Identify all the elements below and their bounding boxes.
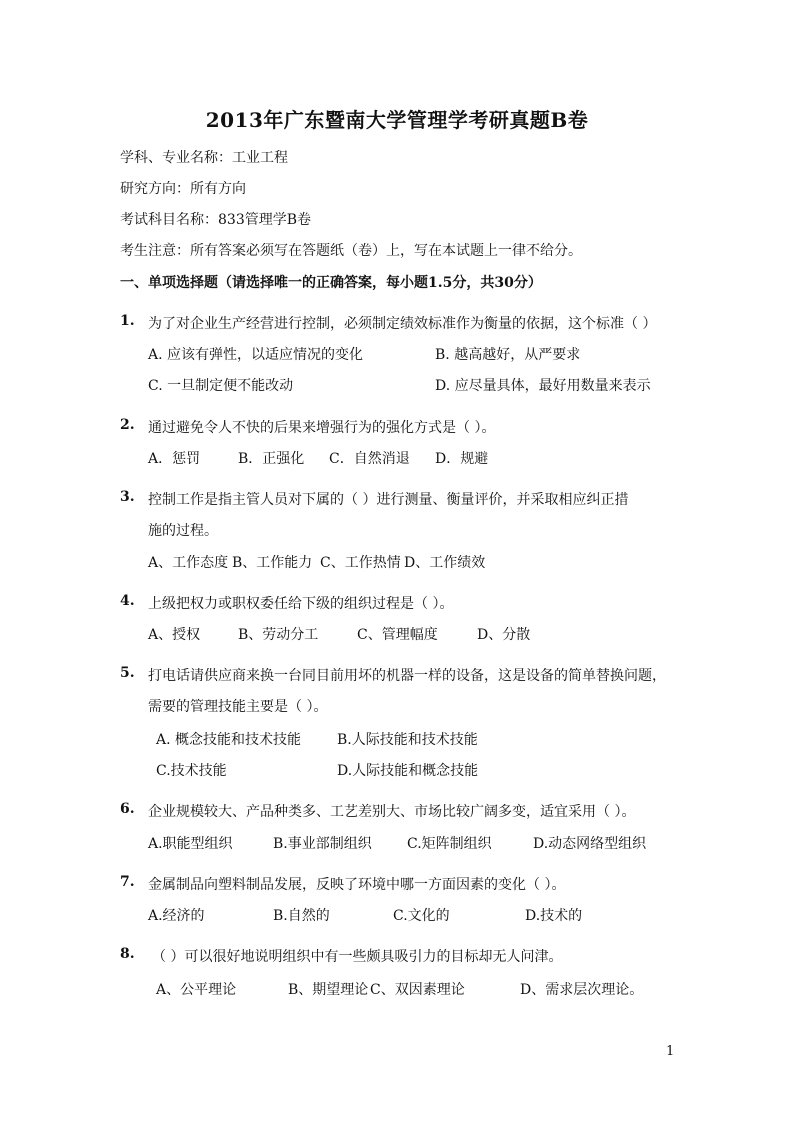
option-d: D.动态网络型组织 <box>533 836 647 852</box>
question-number: 5. <box>120 665 135 681</box>
option-a: A.职能型组织 <box>148 836 233 852</box>
option-b: B.自然的 <box>273 908 330 924</box>
subject-line: 学科、专业名称：工业工程 <box>120 150 288 166</box>
question-text: 上级把权力或职权委任给下级的组织过程是（ ）。 <box>148 596 454 612</box>
option-c: C. 一旦制定便不能改动 <box>148 378 294 394</box>
question-number: 6. <box>120 801 135 817</box>
option-a: A、工作态度 <box>148 555 229 571</box>
option-d: D. 应尽量具体，最好用数量来表示 <box>435 378 651 394</box>
option-b: B.事业部制组织 <box>273 836 372 852</box>
option-d: D.技术的 <box>525 908 583 924</box>
option-d: D．规避 <box>435 451 489 467</box>
question-number: 4. <box>120 593 135 609</box>
option-c: C.矩阵制组织 <box>407 836 492 852</box>
option-c: C、双因素理论 <box>370 982 465 998</box>
direction-line: 研究方向：所有方向 <box>120 181 246 197</box>
question-text-cont: 施的过程。 <box>148 523 218 539</box>
option-b: B、期望理论 <box>288 982 369 998</box>
page-number: 1 <box>666 1044 675 1059</box>
option-d: D、需求层次理论。 <box>520 982 644 998</box>
option-a: A. 应该有弹性，以适应情况的变化 <box>148 347 364 363</box>
option-b: B.人际技能和技术技能 <box>337 732 478 748</box>
question-text: 为了对企业生产经营进行控制，必须制定绩效标准作为衡量的依据，这个标准（ ） <box>148 316 657 332</box>
option-a: A. 概念技能和技术技能 <box>156 732 302 748</box>
question-text: 通过避免令人不快的后果来增强行为的强化方式是（ ）。 <box>148 420 496 436</box>
option-c: C、管理幅度 <box>357 627 438 643</box>
option-a: A.经济的 <box>148 908 205 924</box>
option-d: D、工作绩效 <box>404 555 486 571</box>
question-text: （ ）可以很好地说明组织中有一些颇具吸引力的目标却无人问津。 <box>152 949 563 965</box>
question-text: 控制工作是指主管人员对下属的（ ）进行测量、衡量评价，并采取相应纠正措 <box>148 492 629 508</box>
option-c: C.文化的 <box>393 908 450 924</box>
option-c: C．自然消退 <box>329 451 410 467</box>
option-b: B. 越高越好，从严要求 <box>435 347 581 363</box>
exam-line: 考试科目名称：833管理学B卷 <box>120 212 312 228</box>
option-c: C、工作热情 <box>320 555 401 571</box>
option-d: D、分散 <box>477 627 531 643</box>
option-c: C.技术技能 <box>156 763 227 779</box>
question-number: 8. <box>120 946 135 962</box>
question-number: 7. <box>120 874 135 890</box>
question-number: 2. <box>120 417 135 433</box>
option-b: B、工作能力 <box>232 555 313 571</box>
question-number: 3. <box>120 489 135 505</box>
option-a: A、公平理论 <box>156 982 237 998</box>
section-title: 一、单项选择题（请选择唯一的正确答案，每小题1.5分，共30分） <box>120 275 542 291</box>
option-b: B、劳动分工 <box>238 627 319 643</box>
question-text: 企业规模较大、产品种类多、工艺差别大、市场比较广阔多变，适宜采用（ ）。 <box>148 804 636 820</box>
option-a: A．惩罚 <box>148 451 201 467</box>
page-title: 2013年广东暨南大学管理学考研真题B卷 <box>205 108 589 132</box>
option-b: B．正强化 <box>238 451 305 467</box>
question-text: 打电话请供应商来换一台同目前用坏的机器一样的设备，这是设备的简单替换问题， <box>148 668 666 684</box>
question-text-cont: 需要的管理技能主要是（ ）。 <box>148 699 328 715</box>
question-number: 1. <box>120 313 135 329</box>
question-text: 金属制品向塑料制品发展，反映了环境中哪一方面因素的变化（ ）。 <box>148 877 566 893</box>
option-a: A、授权 <box>148 627 201 643</box>
notice-line: 考生注意：所有答案必须写在答题纸（卷）上，写在本试题上一律不给分。 <box>120 243 582 259</box>
option-d: D.人际技能和概念技能 <box>337 763 479 779</box>
